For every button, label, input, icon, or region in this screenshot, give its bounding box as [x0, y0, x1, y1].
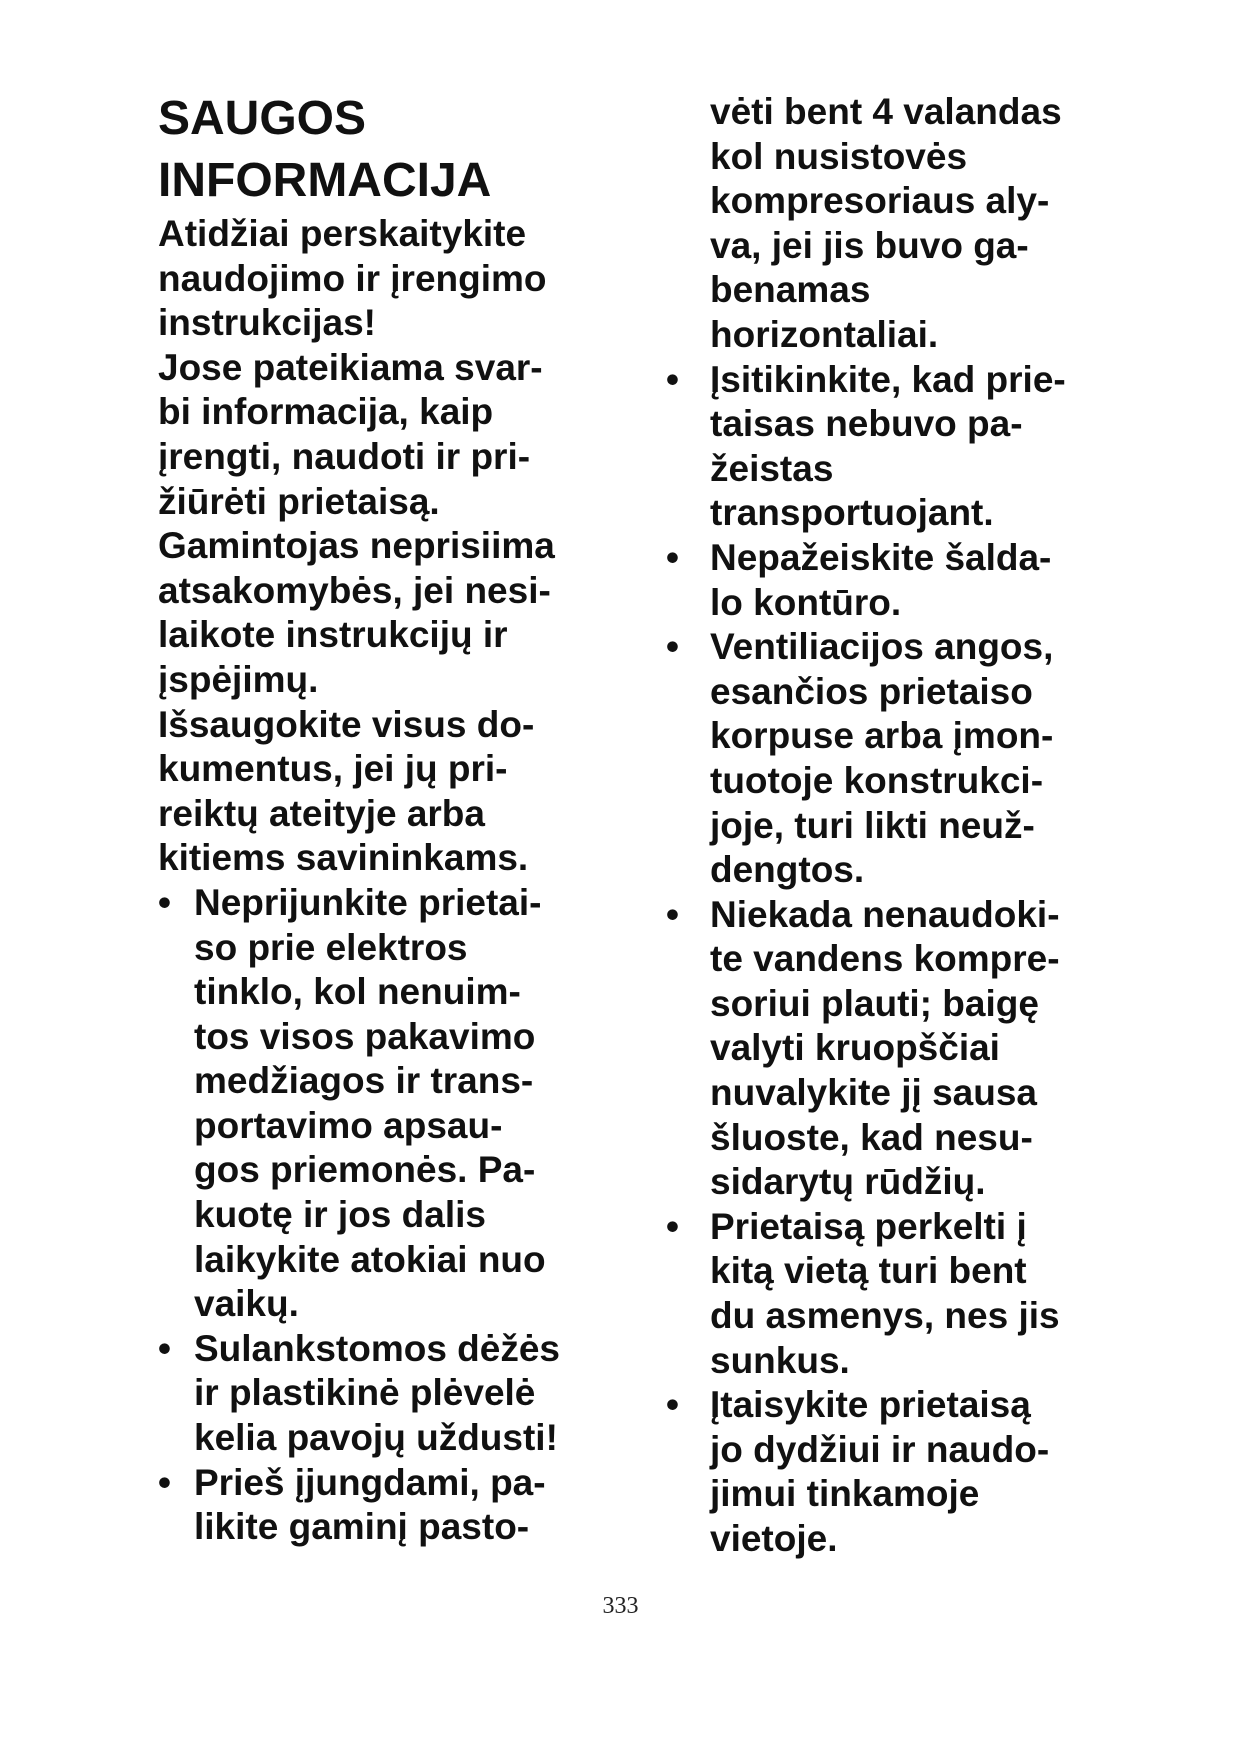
bullet-line: medžiagos ir trans-	[194, 1060, 534, 1102]
bullet-icon: •	[158, 1327, 171, 1369]
bullet-item	[668, 358, 1088, 536]
bullet-line: soriui plauti; baigę	[710, 982, 1039, 1024]
bullet-item	[668, 1205, 1088, 1383]
bullet-icon: •	[158, 881, 171, 923]
bullet-line: transportuojant.	[710, 492, 994, 534]
bullet-line: joje, turi likti neuž-	[710, 804, 1035, 846]
bullet-line: Prieš įjungdami, pa-	[194, 1461, 546, 1503]
bullet-line: jo dydžiui ir naudo-	[710, 1428, 1050, 1470]
bullet-line: dengtos.	[710, 849, 865, 891]
bullet-line: Ventiliacijos angos,	[710, 626, 1054, 668]
bullet-line: Įtaisykite prietaisą	[710, 1384, 1031, 1426]
intro-line: naudojimo ir įrengimo	[158, 257, 547, 299]
bullet-line: kuotę ir jos dalis	[194, 1194, 486, 1236]
bullet-line: kol nusistovės	[710, 135, 968, 177]
page-number: 333	[602, 1593, 639, 1619]
bullet-line: Sulankstomos dėžės	[194, 1327, 561, 1369]
bullet-line: tos visos pakavimo	[194, 1015, 536, 1057]
intro-text	[158, 212, 578, 881]
bullet-line: te vandens kompre-	[710, 938, 1060, 980]
bullet-icon: •	[158, 1461, 171, 1503]
bullet-line: kitą vietą turi bent	[710, 1250, 1027, 1292]
left-column	[158, 88, 578, 1550]
intro-line: Jose pateikiama svar-	[158, 346, 543, 388]
bullet-icon: •	[666, 536, 679, 578]
bullet-line: taisas nebuvo pa-	[710, 403, 1023, 445]
intro-line: kumentus, jei jų pri-	[158, 748, 508, 790]
bullet-line: vaikų.	[194, 1283, 299, 1325]
bullet-line: jimui tinkamoje	[710, 1473, 980, 1515]
bullet-icon: •	[666, 1205, 679, 1247]
bullet-line: Nepažeiskite šalda-	[710, 536, 1052, 578]
bullet-continuation	[668, 90, 1088, 358]
bullet-line: Niekada nenaudoki-	[710, 893, 1060, 935]
bullet-line: nuvalykite jį sausa	[710, 1072, 1038, 1114]
bullet-line: šluoste, kad nesu-	[710, 1116, 1033, 1158]
bullet-line: benamas	[710, 269, 871, 311]
intro-line: Gamintojas neprisiima	[158, 525, 555, 567]
bullet-line: horizontaliai.	[710, 313, 939, 355]
bullet-item	[668, 536, 1088, 625]
intro-line: įspėjimų.	[158, 658, 319, 700]
bullet-line: tuotoje konstrukci-	[710, 759, 1044, 801]
bullet-line: so prie elektros	[194, 926, 468, 968]
bullet-item	[668, 625, 1088, 893]
intro-line: bi informacija, kaip	[158, 391, 494, 433]
page-title	[158, 88, 578, 212]
bullet-line: Neprijunkite prietai-	[194, 881, 542, 923]
bullet-line: valyti kruopščiai	[710, 1027, 1000, 1069]
bullet-line: tinklo, kol nenuim-	[194, 971, 521, 1013]
bullet-item	[668, 893, 1088, 1205]
bullet-line: žeistas	[710, 447, 834, 489]
intro-line: Išsaugokite visus do-	[158, 703, 535, 745]
bullet-line: kompresoriaus aly-	[710, 180, 1050, 222]
intro-line: laikote instrukcijų ir	[158, 614, 508, 656]
bullet-line: va, jei jis buvo ga-	[710, 224, 1029, 266]
bullet-icon: •	[666, 626, 679, 668]
bullet-item	[668, 1383, 1088, 1561]
bullet-line: portavimo apsau-	[194, 1104, 503, 1146]
bullet-line: gos priemonės. Pa-	[194, 1149, 536, 1191]
bullet-line: korpuse arba įmon-	[710, 715, 1054, 757]
bullet-line: sidarytų rūdžių.	[710, 1161, 986, 1203]
bullet-line: vietoje.	[710, 1518, 838, 1559]
intro-line: atsakomybės, jei nesi-	[158, 569, 551, 611]
bullet-line: du asmenys, nes jis	[710, 1295, 1060, 1337]
title-line: SAUGOS	[158, 92, 367, 145]
bullet-line: sunkus.	[710, 1339, 850, 1381]
right-column	[668, 90, 1088, 1562]
bullet-item	[158, 881, 578, 1327]
bullet-line: lo kontūro.	[710, 581, 902, 623]
bullet-line: esančios prietaiso	[710, 670, 1033, 712]
intro-line: kitiems savininkams.	[158, 837, 529, 879]
bullet-line: Prietaisą perkelti į	[710, 1205, 1027, 1247]
bullet-line: vėti bent 4 valandas	[710, 91, 1062, 132]
intro-line: žiūrėti prietaisą.	[158, 480, 440, 522]
bullet-icon: •	[666, 358, 679, 400]
bullet-line: kelia pavojų uždusti!	[194, 1417, 558, 1459]
intro-line: įrengti, naudoti ir pri-	[158, 435, 531, 477]
bullet-line: likite gaminį pasto-	[194, 1506, 530, 1548]
bullet-item	[158, 1461, 578, 1550]
title-line: INFORMACIJA	[158, 154, 492, 207]
bullet-icon: •	[666, 1384, 679, 1426]
intro-line: Atidžiai perskaitykite	[158, 213, 527, 254]
bullet-line: Įsitikinkite, kad prie-	[710, 358, 1066, 400]
bullet-line: ir plastikinė plėvelė	[194, 1372, 536, 1414]
intro-line: instrukcijas!	[158, 302, 376, 344]
bullet-icon: •	[666, 893, 679, 935]
bullet-item	[158, 1327, 578, 1461]
intro-line: reiktų ateityje arba	[158, 792, 485, 834]
bullet-line: laikykite atokiai nuo	[194, 1238, 546, 1280]
